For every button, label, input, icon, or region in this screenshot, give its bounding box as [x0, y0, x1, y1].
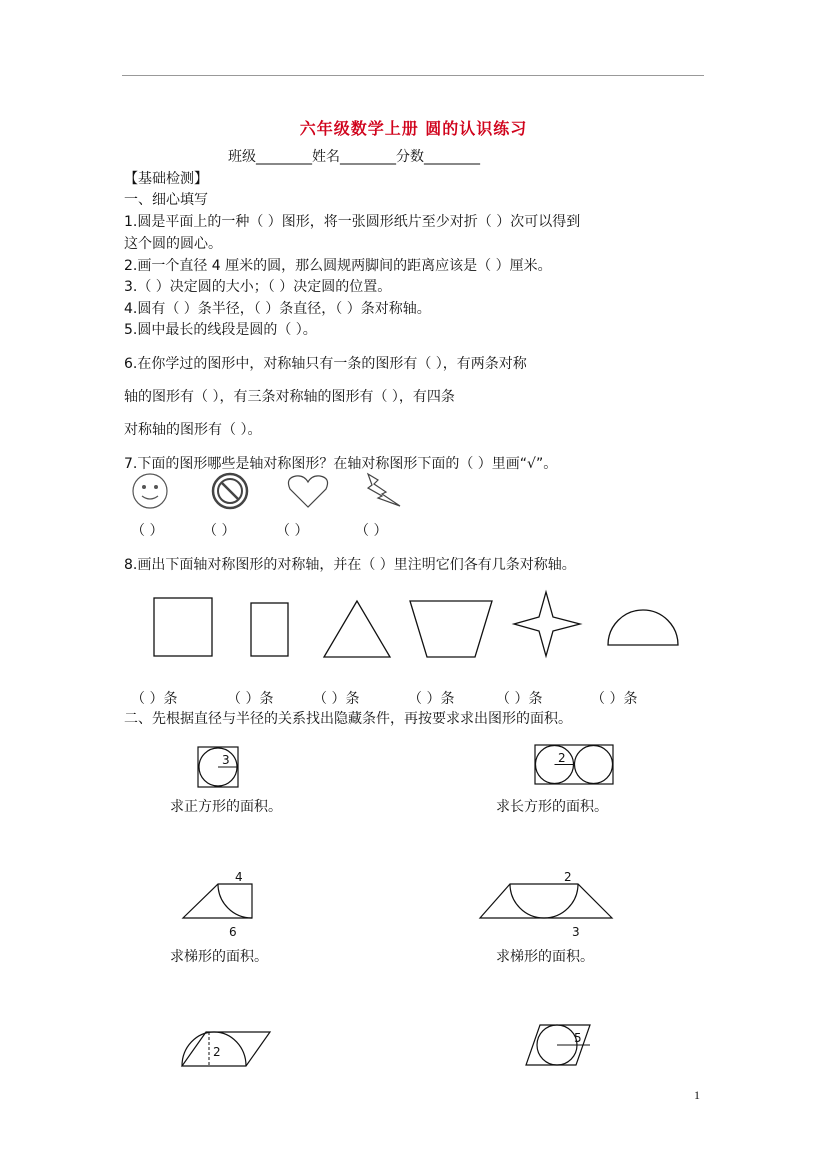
parallelogram-circle-figure [526, 1025, 590, 1065]
trapezoid-shape [410, 601, 492, 657]
q7-answer-1[interactable]: （ ） [131, 523, 164, 539]
trap2-top-label: 2 [564, 870, 572, 884]
square-with-circle-figure [198, 747, 238, 787]
triangle-shape [324, 601, 390, 657]
lightning-bolt-icon [368, 474, 400, 506]
question-3: 3.（ ）决定圆的大小；（ ）决定圆的位置。 [124, 279, 392, 295]
q8-answer-4[interactable]: （ ）条 [408, 691, 455, 707]
heart-icon [288, 476, 327, 507]
q7-answer-2[interactable]: （ ） [203, 523, 236, 539]
q7-figures [130, 472, 430, 512]
square-shape [154, 598, 212, 656]
caption-trapezoid-area-1: 求梯形的面积。 [170, 949, 268, 965]
q7-answer-3[interactable]: （ ） [276, 523, 309, 539]
part2-figures [0, 740, 827, 1080]
q8-answer-3[interactable]: （ ）条 [313, 691, 360, 707]
question-5: 5.圆中最长的线段是圆的（ ）。 [124, 322, 317, 338]
question-7: 7.下面的图形哪些是轴对称图形？在轴对称图形下面的（ ）里画“√”。 [124, 456, 558, 472]
trapezoid-quarter-circle-figure [183, 870, 252, 939]
caption-rectangle-area: 求长方形的面积。 [496, 799, 608, 815]
question-6: 6.在你学过的图形中，对称轴只有一条的图形有（ ），有两条对称 [124, 356, 527, 372]
question-4: 4.圆有（ ）条半径，（ ）条直径，（ ）条对称轴。 [124, 301, 431, 317]
rectangle-with-circles-figure [535, 745, 613, 784]
semicircle-shape [608, 610, 678, 645]
question-1-cont: 这个圆的圆心。 [124, 236, 222, 252]
question-6-line2: 轴的图形有（ ），有三条对称轴的图形有（ ），有四条 [124, 389, 455, 405]
caption-square-area: 求正方形的面积。 [170, 799, 282, 815]
section-basic: 【基础检测】 [124, 171, 208, 187]
student-info-line: 班级________姓名________分数________ [228, 149, 480, 165]
trap2-bottom-label: 3 [572, 925, 580, 939]
section-part1: 一、细心填写 [124, 192, 208, 208]
question-1: 1.圆是平面上的一种（ ）图形，将一张圆形纸片至少对折（ ）次可以得到 [124, 214, 581, 230]
question-8: 8.画出下面轴对称图形的对称轴，并在（ ）里注明它们各有几条对称轴。 [124, 557, 576, 573]
q8-answer-6[interactable]: （ ）条 [591, 691, 638, 707]
rectangle-shape [251, 603, 288, 656]
trap1-top-label: 4 [235, 870, 243, 884]
question-6-line3: 对称轴的图形有（ ）。 [124, 422, 262, 438]
q8-answer-5[interactable]: （ ）条 [496, 691, 543, 707]
square-radius-label: 3 [222, 753, 230, 767]
four-point-star-shape [514, 592, 580, 656]
header-rule [122, 75, 704, 76]
para1-height-label: 2 [213, 1045, 221, 1059]
prohibition-sign-icon [213, 474, 247, 508]
smiley-face-icon [133, 474, 167, 508]
question-2: 2.画一个直径 4 厘米的圆，那么圆规两脚间的距离应该是（ ）厘米。 [124, 258, 552, 274]
trap1-bottom-label: 6 [229, 925, 237, 939]
section-part2: 二、先根据直径与半径的关系找出隐藏条件，再按要求求出图形的面积。 [124, 711, 572, 727]
trapezoid-semicircle-figure [480, 870, 612, 939]
para2-radius-label: 5 [574, 1031, 582, 1045]
rectangle-radius-label: 2 [558, 751, 566, 765]
q8-answer-1[interactable]: （ ）条 [131, 691, 178, 707]
q8-shapes [0, 590, 827, 670]
q7-answer-4[interactable]: （ ） [355, 523, 388, 539]
parallelogram-semicircle-figure [182, 1032, 270, 1066]
caption-trapezoid-area-2: 求梯形的面积。 [496, 949, 594, 965]
page-number: 1 [694, 1088, 700, 1102]
page-title: 六年级数学上册 圆的认识练习 [299, 119, 528, 138]
q8-answer-2[interactable]: （ ）条 [227, 691, 274, 707]
